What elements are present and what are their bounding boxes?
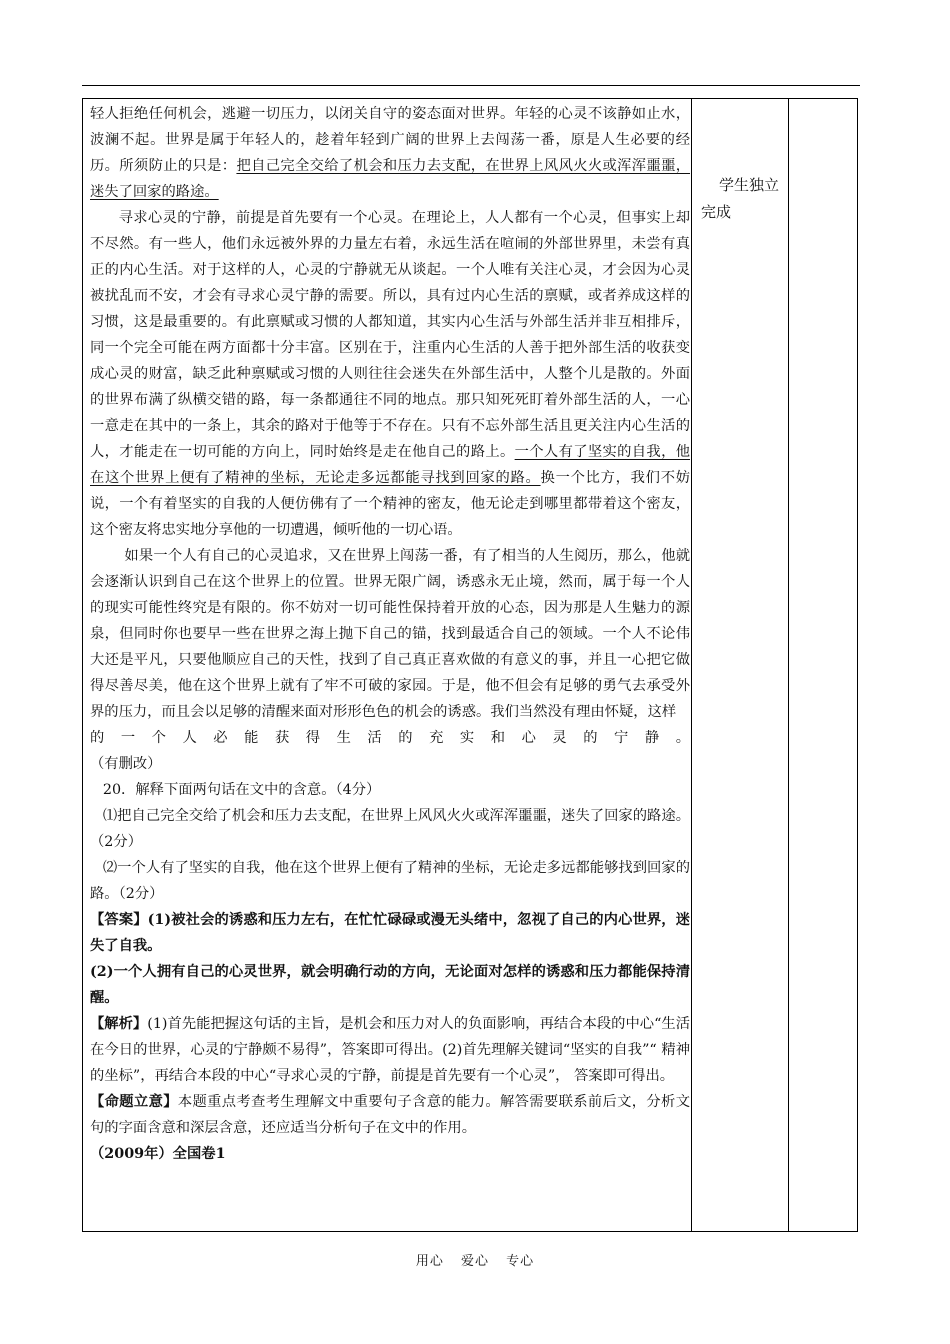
footer-word-3: 专心: [506, 1254, 535, 1269]
lesson-table: [82, 98, 858, 1232]
question-20: 20．解释下面两句话在文中的含意。（4分）: [102, 782, 381, 798]
underlined-sentence-1: 把自己完全交给了机会和压力去支配，在世界上风风火火或浑浑噩噩，迷失了回家的路途。: [90, 158, 691, 200]
page-footer: [0, 1250, 950, 1269]
passage-paragraph-2: 寻求心灵的宁静，前提是首先要有一个心灵。在理论上，人人都有一个心灵，但事实上却不尽然。有一些人，他们永远被外界的力量左右着，永远生活在喧闹的外部世界里，未尝有真正的内心生活。对于这样的人，心灵的宁静就无从谈起。一个人唯有关注心灵，才会因为心灵被扰乱而不安，才会有寻求心灵宁静的需要。所以，具有过内心生活的禀赋，或者养成这样的习惯，这是最重要的。有此禀赋或习惯的人都知道，其实内心生活与外部生活并非互相排斥，同一个完全可能在两方面都十分丰富。区别在于，注重内心生活的人善于把外部生活的收获变成心灵的财富，缺乏此种禀赋或习惯的人则往往会迷失在外部生活中，人整个儿是散的。外面的世界布满了纵横交错的路，每一条都通往不同的地点。那只知死死盯着外部生活的人，一心一意走在其中的一条上，其余的路对于他等于不存在。只有不忘外部生活且更关注内心生活的人，才能走在一切可能的方向上，同时始终是走在他自己的路上。一个人有了坚实的自我，他在这个世界上便有了精神的坐标，无论走多远都能寻找到回家的路。换一个比方，我们不妨说，一个有着坚实的自我的人便仿佛有了一个精神的密友，他无论走到哪里都带着这个密友，这个密友将忠实地分享他的一切遭遇，倾听他的一切心语。: [90, 210, 691, 538]
answer-part-2: (2)一个人拥有自己的心灵世界，就会明确行动的方向，无论面对怎样的诱惑和压力都能保持清醒。: [90, 964, 690, 1006]
footer-word-2: 爱心: [460, 1254, 489, 1269]
reading-passage-cell: [90, 101, 690, 1167]
passage-note: （有删改）: [90, 756, 162, 772]
question-20-part-1: ⑴把自己完全交给了机会和压力去支配，在世界上风风火火或浑浑噩噩，迷失了回家的路途。（2分）: [90, 808, 690, 850]
passage-paragraph-1: 轻人拒绝任何机会，逃避一切压力，以闭关自守的姿态面对世界。年轻的心灵不该静如止水，波澜不起。世界是属于年轻人的，趁着年轻到广阔的世界上去闯荡一番，原是人生必要的经历。所须防止的只是：把自己完全交给了机会和压力去支配，在世界上风风火火或浑浑噩噩，迷失了回家的路途。: [90, 106, 691, 200]
intent-label: 【命题立意】: [90, 1094, 178, 1110]
column-divider-1: [691, 99, 692, 1231]
question-20-part-2: ⑵一个人有了坚实的自我，他在这个世界上便有了精神的坐标，无论走多远都能够找到回家的路。（2分）: [90, 860, 690, 902]
header-rule: [82, 85, 860, 86]
answer-part-1: 【答案】(1)被社会的诱惑和压力左右，在忙忙碌碌或漫无头绪中，忽视了自己的内心世界，迷失了自我。: [90, 912, 690, 954]
passage-paragraph-3: 如果一个人有自己的心灵追求，又在世界上闯荡一番，有了相当的人生阅历，那么，他就会逐渐认识到自己在这个世界上的位置。世界无限广阔，诱惑永无止境，然而，属于每一个人的现实可能性终究是有限的。你不妨对一切可能性保持着开放的心态，因为那是人生魅力的源泉，但同时你也要早一些在世界之海上抛下自己的锚，找到最适合自己的领域。一个人不论伟大还是平凡，只要他顺应自己的天性，找到了自己真正喜欢做的有意义的事，并且一心把它做得尽善尽美，他在这个世界上就有了牢不可破的家园。于是，他不但会有足够的勇气去承受外界的压力，而且会以足够的清醒来面对形形色色的机会的诱惑。我们当然没有理由怀疑，这样: [90, 548, 690, 720]
activity-line-1: 学生独立: [719, 176, 780, 194]
intent: 【命题立意】本题重点考查考生理解文中重要句子含意的能力。解答需要联系前后文，分析文句的字面含意和深层含意，还应适当分析句子在文中的作用。: [90, 1094, 691, 1136]
source-line: （2009年）全国卷1: [90, 1146, 226, 1162]
answer-label: 【答案】: [90, 912, 148, 928]
underlined-sentence-2: 一个人有了坚实的自我，他在这个世界上便有了精神的坐标，无论走多远都能寻找到回家的路。: [90, 444, 691, 486]
column-divider-2: [788, 99, 789, 1231]
analysis-label: 【解析】: [90, 1016, 148, 1032]
passage-paragraph-3-last-line: 的一个人必能获得生活的充实和心灵的宁静。: [90, 730, 690, 746]
analysis: 【解析】(1)首先能把握这句话的主旨，是机会和压力对人的负面影响，再结合本段的中心“生活在今日的世界，心灵的宁静颇不易得”，答案即可得出。(2)首先理解关键词“坚实的自我”“ 精神的坐标”，再结合本段的中心“寻求心灵的宁静，前提是首先要有一个心灵”， 答案即可得出。: [90, 1016, 691, 1084]
activity-line-2: 完成: [701, 203, 732, 221]
footer-word-1: 用心: [415, 1254, 444, 1269]
activity-cell: [701, 172, 785, 226]
